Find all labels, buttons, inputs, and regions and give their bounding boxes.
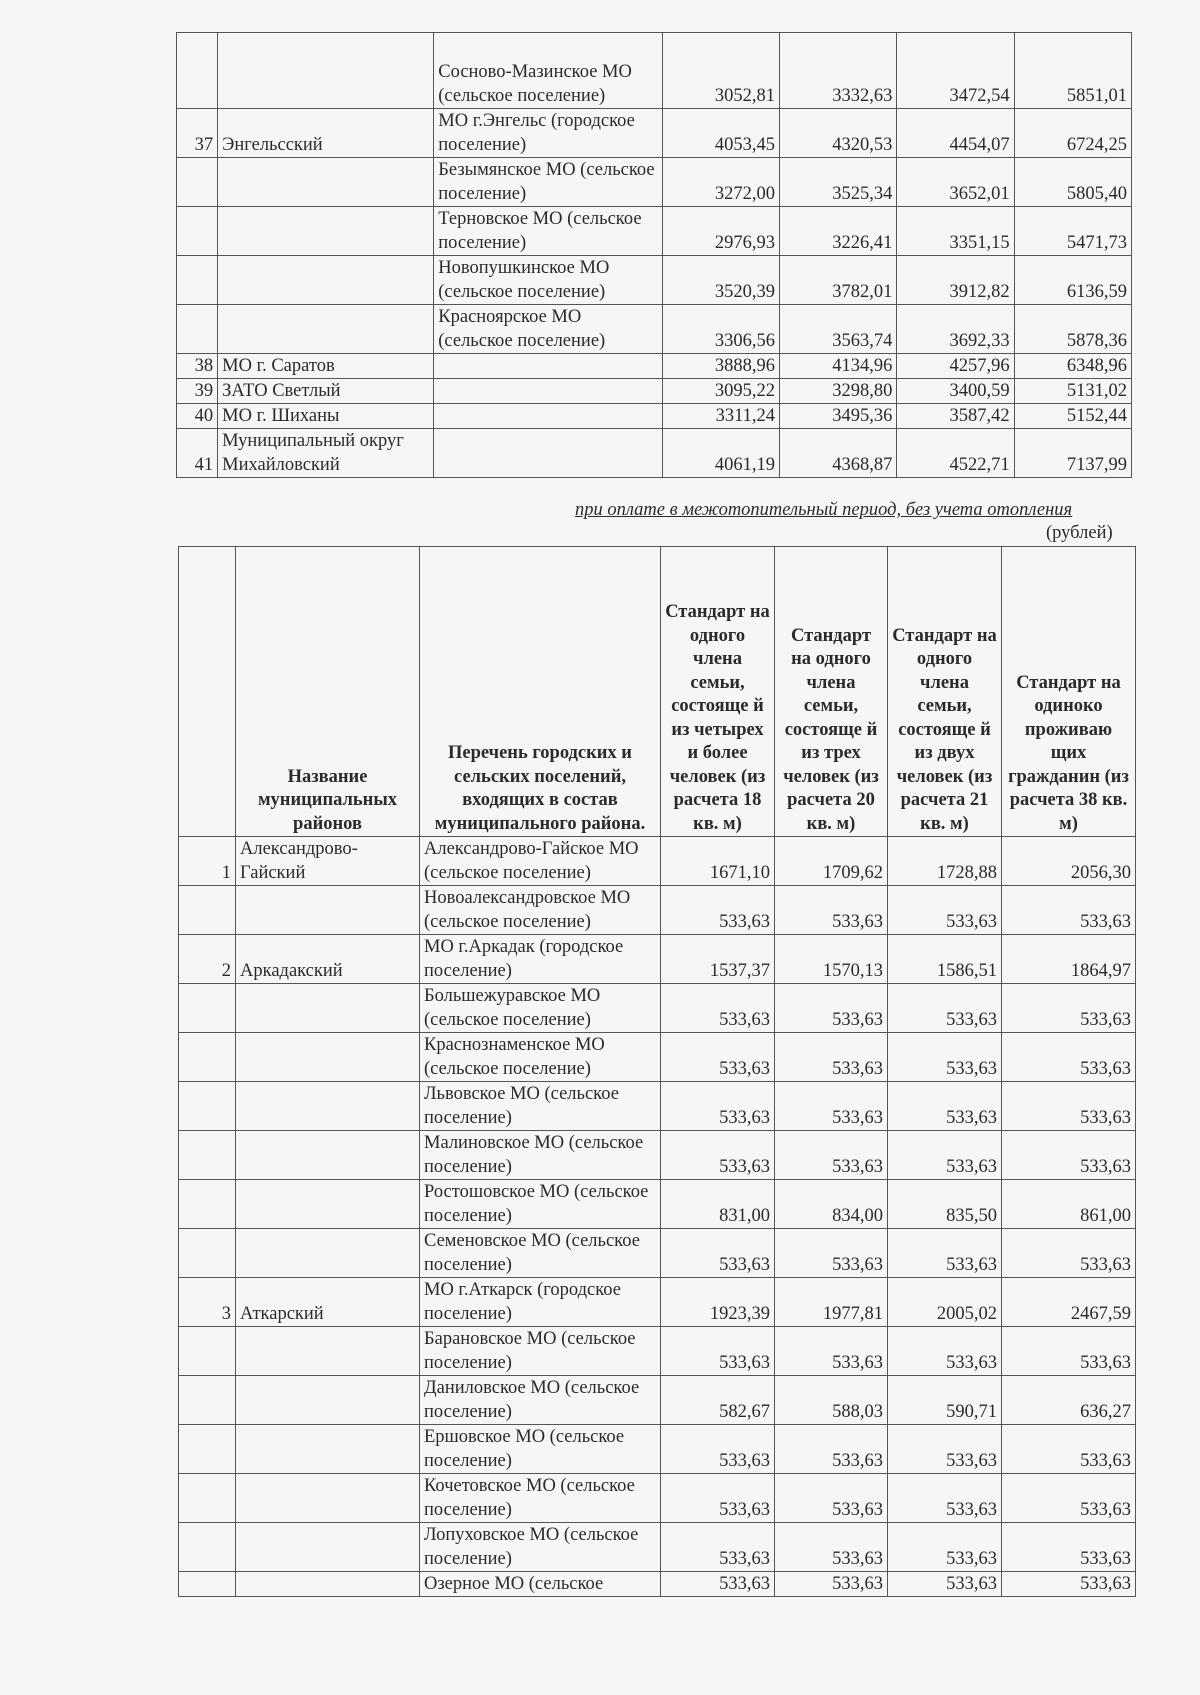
value-cell: 533,63 xyxy=(888,1523,1002,1572)
row-index: 1 xyxy=(179,837,236,886)
table-row xyxy=(179,1572,1136,1597)
district-name: Энгельсский xyxy=(218,109,434,158)
district-name: Аткарский xyxy=(236,1278,420,1327)
table-row xyxy=(179,984,1136,1033)
table-row xyxy=(179,1082,1136,1131)
row-index: 40 xyxy=(177,404,218,429)
row-index xyxy=(177,305,218,354)
district-name xyxy=(236,1229,420,1278)
value-cell: 533,63 xyxy=(1002,1572,1136,1597)
district-name xyxy=(236,1425,420,1474)
row-index: 2 xyxy=(179,935,236,984)
value-cell: 1923,39 xyxy=(661,1278,775,1327)
value-cell: 533,63 xyxy=(661,1082,775,1131)
value-cell: 4134,96 xyxy=(780,354,897,379)
period-note: при оплате в межотопительный период, без учета отопления xyxy=(575,500,1073,520)
value-cell: 3782,01 xyxy=(780,256,897,305)
value-cell: 533,63 xyxy=(775,1425,888,1474)
value-cell: 3400,59 xyxy=(897,379,1014,404)
table-row xyxy=(177,207,1132,256)
header-settlement: Перечень городских и сельских поселений, входящих в состав муниципального района. xyxy=(420,547,661,837)
value-cell: 533,63 xyxy=(1002,1033,1136,1082)
settlement-name xyxy=(434,404,662,429)
table-row xyxy=(179,837,1136,886)
value-cell: 533,63 xyxy=(1002,1131,1136,1180)
value-cell: 1709,62 xyxy=(775,837,888,886)
value-cell: 533,63 xyxy=(1002,886,1136,935)
value-cell: 533,63 xyxy=(661,1572,775,1597)
value-cell: 4368,87 xyxy=(780,429,897,478)
value-cell: 533,63 xyxy=(888,1082,1002,1131)
settlement-name: Новопушкинское МО (сельское поселение) xyxy=(434,256,662,305)
value-cell: 861,00 xyxy=(1002,1180,1136,1229)
value-cell: 4257,96 xyxy=(897,354,1014,379)
value-cell: 533,63 xyxy=(775,984,888,1033)
value-cell: 3692,33 xyxy=(897,305,1014,354)
district-name: Аркадакский xyxy=(236,935,420,984)
value-cell: 6348,96 xyxy=(1014,354,1131,379)
table-row xyxy=(179,1229,1136,1278)
district-name xyxy=(236,1033,420,1082)
value-cell: 5152,44 xyxy=(1014,404,1131,429)
row-index xyxy=(179,1523,236,1572)
value-cell: 1977,81 xyxy=(775,1278,888,1327)
value-cell: 3563,74 xyxy=(780,305,897,354)
value-cell: 590,71 xyxy=(888,1376,1002,1425)
district-name: Муниципальный округ Михайловский xyxy=(218,429,434,478)
value-cell: 5805,40 xyxy=(1014,158,1131,207)
value-cell: 2056,30 xyxy=(1002,837,1136,886)
value-cell: 2467,59 xyxy=(1002,1278,1136,1327)
table-continued-body xyxy=(177,33,1132,478)
table-row xyxy=(179,1278,1136,1327)
value-cell: 3525,34 xyxy=(780,158,897,207)
district-name xyxy=(236,1131,420,1180)
value-cell: 3652,01 xyxy=(897,158,1014,207)
value-cell: 4454,07 xyxy=(897,109,1014,158)
value-cell: 533,63 xyxy=(1002,1523,1136,1572)
settlement-name: Даниловское МО (сельское поселение) xyxy=(420,1376,661,1425)
district-name xyxy=(236,1572,420,1597)
settlement-name: Александрово-Гайское МО (сельское поселение) xyxy=(420,837,661,886)
table-row xyxy=(177,354,1132,379)
value-cell: 3226,41 xyxy=(780,207,897,256)
settlement-name xyxy=(434,379,662,404)
row-index xyxy=(179,1180,236,1229)
value-cell: 533,63 xyxy=(888,1425,1002,1474)
value-cell: 3052,81 xyxy=(662,33,779,109)
settlement-name: Лопуховское МО (сельское поселение) xyxy=(420,1523,661,1572)
header-index xyxy=(179,547,236,837)
value-cell: 3332,63 xyxy=(780,33,897,109)
table-row xyxy=(179,1376,1136,1425)
row-index xyxy=(177,256,218,305)
value-cell: 1864,97 xyxy=(1002,935,1136,984)
value-cell: 582,67 xyxy=(661,1376,775,1425)
settlement-name: Терновское МО (сельское поселение) xyxy=(434,207,662,256)
district-name xyxy=(236,1523,420,1572)
row-index xyxy=(179,1572,236,1597)
row-index xyxy=(179,1082,236,1131)
value-cell: 533,63 xyxy=(1002,1327,1136,1376)
value-cell: 533,63 xyxy=(1002,1229,1136,1278)
value-cell: 533,63 xyxy=(775,1082,888,1131)
value-cell: 533,63 xyxy=(661,1327,775,1376)
district-name xyxy=(218,256,434,305)
district-name: ЗАТО Светлый xyxy=(218,379,434,404)
settlement-name: Ростошовское МО (сельское поселение) xyxy=(420,1180,661,1229)
header-district: Название муниципальных районов xyxy=(236,547,420,837)
row-index xyxy=(179,1376,236,1425)
row-index xyxy=(177,158,218,207)
settlement-name: Барановское МО (сельское поселение) xyxy=(420,1327,661,1376)
settlement-name xyxy=(434,429,662,478)
table-row xyxy=(177,379,1132,404)
value-cell: 533,63 xyxy=(888,1131,1002,1180)
value-cell: 533,63 xyxy=(775,1229,888,1278)
value-cell: 533,63 xyxy=(888,984,1002,1033)
value-cell: 4061,19 xyxy=(662,429,779,478)
value-cell: 5851,01 xyxy=(1014,33,1131,109)
table-row xyxy=(177,158,1132,207)
value-cell: 533,63 xyxy=(888,1033,1002,1082)
district-name: МО г. Шиханы xyxy=(218,404,434,429)
value-cell: 533,63 xyxy=(1002,984,1136,1033)
value-cell: 533,63 xyxy=(888,1229,1002,1278)
value-cell: 3587,42 xyxy=(897,404,1014,429)
table-row xyxy=(179,1131,1136,1180)
table-row xyxy=(179,1180,1136,1229)
district-name xyxy=(218,207,434,256)
table-main xyxy=(178,546,1136,1597)
value-cell: 3272,00 xyxy=(662,158,779,207)
value-cell: 533,63 xyxy=(1002,1082,1136,1131)
value-cell: 1671,10 xyxy=(661,837,775,886)
district-name: Александрово-Гайский xyxy=(236,837,420,886)
settlement-name: МО г.Энгельс (городское поселение) xyxy=(434,109,662,158)
value-cell: 3298,80 xyxy=(780,379,897,404)
value-cell: 533,63 xyxy=(1002,1425,1136,1474)
table-row xyxy=(177,429,1132,478)
value-cell: 3912,82 xyxy=(897,256,1014,305)
table-continued xyxy=(176,32,1132,478)
table-row xyxy=(179,886,1136,935)
value-cell: 588,03 xyxy=(775,1376,888,1425)
value-cell: 4053,45 xyxy=(662,109,779,158)
header-standard-2: Стандарт на одного члена семьи, состояще й из двух человек (из расчета 21 кв. м) xyxy=(888,547,1002,837)
value-cell: 3311,24 xyxy=(662,404,779,429)
row-index xyxy=(177,207,218,256)
value-cell: 2005,02 xyxy=(888,1278,1002,1327)
value-cell: 533,63 xyxy=(888,886,1002,935)
district-name xyxy=(218,305,434,354)
settlement-name: Семеновское МО (сельское поселение) xyxy=(420,1229,661,1278)
value-cell: 3095,22 xyxy=(662,379,779,404)
table-row xyxy=(177,404,1132,429)
row-index: 39 xyxy=(177,379,218,404)
row-index: 38 xyxy=(177,354,218,379)
settlement-name: Ершовское МО (сельское поселение) xyxy=(420,1425,661,1474)
value-cell: 636,27 xyxy=(1002,1376,1136,1425)
district-name xyxy=(236,1474,420,1523)
value-cell: 2976,93 xyxy=(662,207,779,256)
district-name xyxy=(218,158,434,207)
district-name xyxy=(218,33,434,109)
row-index: 37 xyxy=(177,109,218,158)
district-name xyxy=(236,984,420,1033)
settlement-name: Озерное МО (сельское xyxy=(420,1572,661,1597)
value-cell: 533,63 xyxy=(775,1523,888,1572)
district-name xyxy=(236,886,420,935)
table-row xyxy=(179,1474,1136,1523)
value-cell: 1586,51 xyxy=(888,935,1002,984)
settlement-name: Малиновское МО (сельское поселение) xyxy=(420,1131,661,1180)
value-cell: 4320,53 xyxy=(780,109,897,158)
value-cell: 3520,39 xyxy=(662,256,779,305)
table-row xyxy=(177,305,1132,354)
settlement-name: Сосново-Мазинское МО (сельское поселение) xyxy=(434,33,662,109)
value-cell: 1728,88 xyxy=(888,837,1002,886)
value-cell: 3495,36 xyxy=(780,404,897,429)
row-index: 41 xyxy=(177,429,218,478)
value-cell: 3888,96 xyxy=(662,354,779,379)
value-cell: 4522,71 xyxy=(897,429,1014,478)
value-cell: 533,63 xyxy=(661,1474,775,1523)
value-cell: 834,00 xyxy=(775,1180,888,1229)
row-index xyxy=(179,1131,236,1180)
settlement-name: Кочетовское МО (сельское поселение) xyxy=(420,1474,661,1523)
table-row xyxy=(179,1327,1136,1376)
value-cell: 533,63 xyxy=(888,1474,1002,1523)
settlement-name: Красноярское МО (сельское поселение) xyxy=(434,305,662,354)
row-index xyxy=(179,1474,236,1523)
table-row xyxy=(179,1523,1136,1572)
value-cell: 533,63 xyxy=(888,1572,1002,1597)
value-cell: 7137,99 xyxy=(1014,429,1131,478)
value-cell: 3306,56 xyxy=(662,305,779,354)
value-cell: 533,63 xyxy=(661,1131,775,1180)
settlement-name: Большежуравское МО (сельское поселение) xyxy=(420,984,661,1033)
value-cell: 533,63 xyxy=(775,1033,888,1082)
settlement-name: Новоалександровское МО (сельское поселение) xyxy=(420,886,661,935)
value-cell: 1537,37 xyxy=(661,935,775,984)
value-cell: 533,63 xyxy=(661,984,775,1033)
value-cell: 533,63 xyxy=(775,1327,888,1376)
table-header-row xyxy=(179,547,1136,837)
value-cell: 5471,73 xyxy=(1014,207,1131,256)
value-cell: 5131,02 xyxy=(1014,379,1131,404)
value-cell: 3472,54 xyxy=(897,33,1014,109)
value-cell: 3351,15 xyxy=(897,207,1014,256)
district-name xyxy=(236,1376,420,1425)
row-index xyxy=(179,1425,236,1474)
settlement-name: Безымянское МО (сельское поселение) xyxy=(434,158,662,207)
value-cell: 533,63 xyxy=(775,1572,888,1597)
row-index xyxy=(177,33,218,109)
table-main-body xyxy=(179,837,1136,1597)
value-cell: 1570,13 xyxy=(775,935,888,984)
value-cell: 533,63 xyxy=(661,1523,775,1572)
value-cell: 533,63 xyxy=(775,886,888,935)
table-row xyxy=(177,256,1132,305)
row-index xyxy=(179,1327,236,1376)
value-cell: 533,63 xyxy=(661,1425,775,1474)
value-cell: 6724,25 xyxy=(1014,109,1131,158)
value-cell: 533,63 xyxy=(888,1327,1002,1376)
value-cell: 533,63 xyxy=(775,1131,888,1180)
table-row xyxy=(177,33,1132,109)
row-index xyxy=(179,886,236,935)
settlement-name: МО г.Аркадак (городское поселение) xyxy=(420,935,661,984)
table-row xyxy=(177,109,1132,158)
settlement-name: Львовское МО (сельское поселение) xyxy=(420,1082,661,1131)
table-row xyxy=(179,935,1136,984)
district-name xyxy=(236,1082,420,1131)
district-name: МО г. Саратов xyxy=(218,354,434,379)
header-standard-3: Стандарт на одного члена семьи, состояще й из трех человек (из расчета 20 кв. м) xyxy=(775,547,888,837)
value-cell: 533,63 xyxy=(775,1474,888,1523)
header-standard-single: Стандарт на одиноко проживаю щих гражданин (из расчета 38 кв. м) xyxy=(1002,547,1136,837)
row-index: 3 xyxy=(179,1278,236,1327)
district-name xyxy=(236,1180,420,1229)
settlement-name xyxy=(434,354,662,379)
value-cell: 533,63 xyxy=(661,1033,775,1082)
row-index xyxy=(179,1229,236,1278)
unit-label: (рублей) xyxy=(1046,523,1113,543)
value-cell: 5878,36 xyxy=(1014,305,1131,354)
value-cell: 533,63 xyxy=(661,1229,775,1278)
row-index xyxy=(179,1033,236,1082)
value-cell: 533,63 xyxy=(661,886,775,935)
table-row xyxy=(179,1425,1136,1474)
settlement-name: Краснознаменское МО (сельское поселение) xyxy=(420,1033,661,1082)
row-index xyxy=(179,984,236,1033)
settlement-name: МО г.Аткарск (городское поселение) xyxy=(420,1278,661,1327)
value-cell: 831,00 xyxy=(661,1180,775,1229)
header-standard-4plus: Стандарт на одного члена семьи, состояще й из четырех и более человек (из расчета 18 кв. м) xyxy=(661,547,775,837)
table-row xyxy=(179,1033,1136,1082)
value-cell: 835,50 xyxy=(888,1180,1002,1229)
value-cell: 533,63 xyxy=(1002,1474,1136,1523)
district-name xyxy=(236,1327,420,1376)
value-cell: 6136,59 xyxy=(1014,256,1131,305)
